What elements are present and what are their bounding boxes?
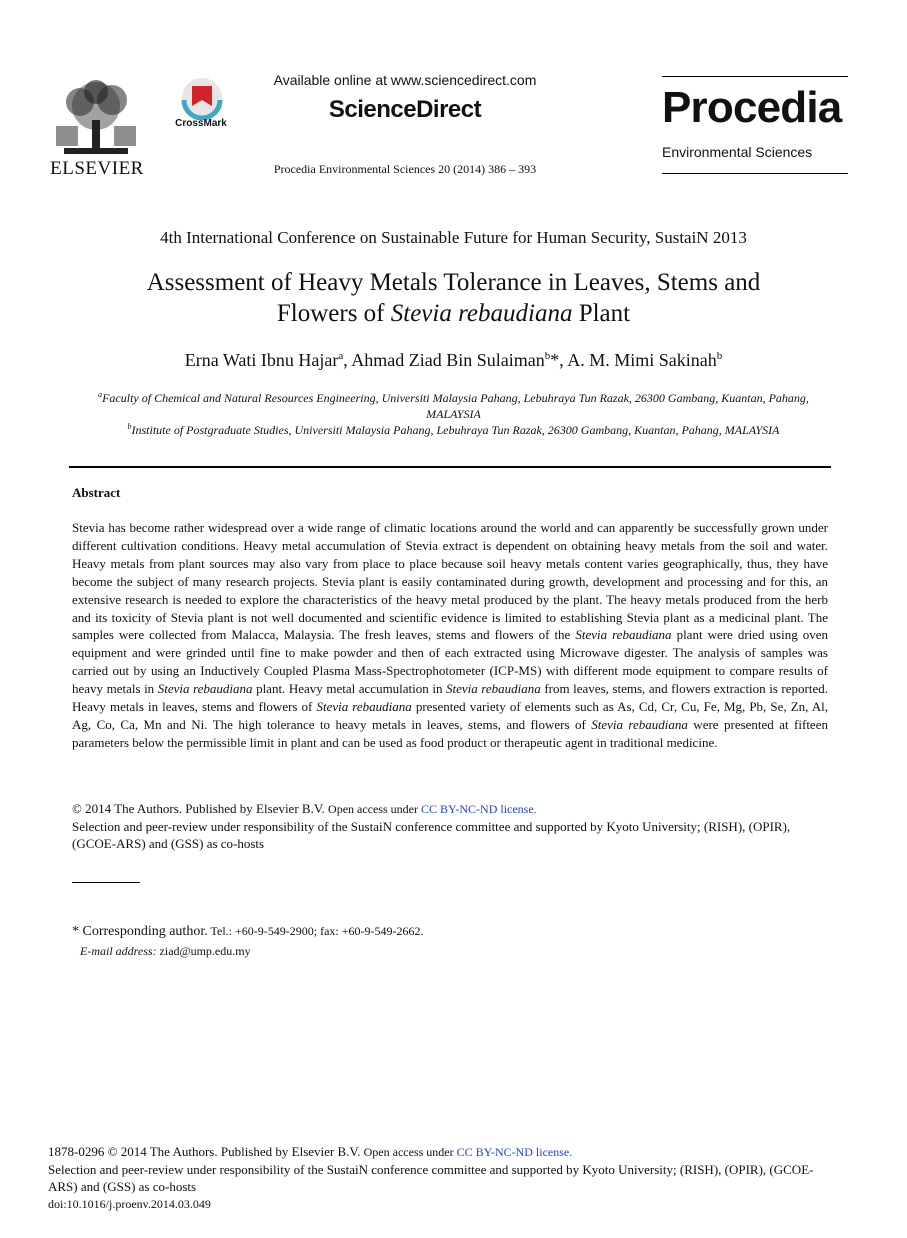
abstract-heading: Abstract bbox=[72, 485, 121, 500]
procedia-rule-top bbox=[662, 76, 848, 77]
email-address[interactable]: ziad@ump.edu.my bbox=[156, 944, 251, 958]
elsevier-wordmark: ELSEVIER bbox=[50, 158, 144, 179]
affiliation-mark: a bbox=[98, 390, 103, 399]
issn-line bbox=[48, 1143, 838, 1161]
author-name: Ahmad Ziad Bin Sulaiman bbox=[351, 350, 545, 370]
affiliation-mark: b bbox=[127, 422, 132, 431]
species-name: Stevia rebaudiana bbox=[591, 716, 688, 732]
license-link[interactable]: CC BY-NC-ND license. bbox=[456, 1145, 573, 1159]
species-name: Stevia rebaudiana bbox=[157, 681, 253, 697]
author-name: Erna Wati Ibnu Hajar bbox=[184, 350, 339, 370]
title-prefix: Flowers of bbox=[276, 300, 391, 327]
footer-peer-review: Selection and peer-review under responsibility of the SustaiN conference committee and supported by Kyoto University; (RISH), (OPIR), (GCOE-ARS) and (GSS) as co-hosts bbox=[48, 1162, 814, 1195]
corresponding-label: * Corresponding author. bbox=[72, 924, 208, 939]
abstract-text: were presented at fifteen parameters below the permissible limit in plant and can be used as food product or therapeutic agent in traditional medicine. bbox=[72, 716, 828, 750]
issn-footer bbox=[48, 1143, 838, 1213]
available-online-text[interactable]: Available online at www.sciencedirect.com bbox=[273, 72, 537, 88]
procedia-subtitle: Environmental Sciences bbox=[662, 144, 813, 160]
section-divider bbox=[69, 466, 831, 468]
open-access-text: Open access under bbox=[363, 1145, 457, 1159]
elsevier-tree-icon bbox=[50, 76, 142, 158]
title-suffix: Plant bbox=[572, 300, 631, 327]
open-access-text: Open access under bbox=[328, 802, 422, 816]
author-name: A. M. Mimi Sakinah bbox=[567, 350, 717, 370]
contact-numbers: Tel.: +60-9-549-2900; fax: +60-9-549-2662. bbox=[207, 924, 424, 938]
affiliation-b bbox=[80, 419, 827, 438]
abstract-text: Stevia has become rather widespread over a wide range of climatic locations around the world and can apparently be successfully grown under different cultivation conditions. Heavy metal accumulation of Stevia extract is dependent on obtaining heavy metals from the soil and water. Heavy metals from plant sources may also vary from place to place because soil heavy metals content varies geographically, thus, they have become the subject of many research projects. Stevia plant is easily contaminated during growth, development and processing and for this, an extensive research is needed to explore the characteristics of the heavy metal produced by the plant. The heavy metals produced from the herb and its toxicity of Stevia plant is not well documented and scientific evidence is limited to establishing Stevia plant as a medicinal plant. The samples were collected from Malacca, Malaysia. The fresh leaves, stems and flowers of the bbox=[72, 520, 828, 643]
abstract-text: plant were dried using oven equipment and were grinded until fine to make powder and then of each extracted using Microwave digester. The analysis of samples was carried out by using an Inductively Coupled Plasma Mass-Spectrophotometer (ICP-MS) with different mode equipment to compare results of heavy metals in bbox=[72, 627, 828, 697]
journal-citation: Procedia Environmental Sciences 20 (2014) 386 – 393 bbox=[273, 162, 537, 176]
copyright-line bbox=[72, 801, 537, 817]
affiliation-a bbox=[80, 387, 827, 422]
paper-title-line-2 bbox=[0, 299, 907, 329]
license-link[interactable]: CC BY-NC-ND license. bbox=[421, 802, 537, 816]
doi[interactable]: doi:10.1016/j.proenv.2014.03.049 bbox=[48, 1196, 211, 1211]
elsevier-logo bbox=[50, 76, 144, 179]
copyright-text: © 2014 The Authors. Published by Elsevier B.V. bbox=[72, 801, 329, 816]
title-species: Stevia rebaudiana bbox=[390, 300, 573, 327]
conference-name: 4th International Conference on Sustainable Future for Human Security, SustaiN 2013 bbox=[160, 228, 747, 247]
species-name: Stevia rebaudiana bbox=[316, 699, 412, 715]
procedia-rule-bottom bbox=[662, 173, 848, 174]
abstract-text: presented variety of elements such as As, Cd, Cr, Cu, Fe, Mg, Pb, Se, Zn, Al, Ag, Co, Ca, Mn and Ni. The high tolerance to heavy metals in leaves, stems, and flowers of bbox=[72, 699, 828, 732]
affiliation-text: Faculty of Chemical and Natural Resources Engineering, Universiti Malaysia Pahang, Lebuhraya Tun Razak, 26300 Gambang, Kuantan, Pahang, MALAYSIA bbox=[102, 391, 809, 421]
crossmark-label: CrossMark bbox=[175, 118, 227, 129]
species-name: Stevia rebaudiana bbox=[446, 681, 541, 697]
abstract-text: from leaves, stems, and flowers extraction is reported. Heavy metals in leaves, stems and flowers of bbox=[72, 681, 828, 715]
author-affiliation-mark: b bbox=[716, 350, 723, 362]
sciencedirect-brand[interactable]: ScienceDirect bbox=[328, 96, 482, 123]
abstract-text: plant. Heavy metal accumulation in bbox=[252, 681, 446, 697]
paper-title-line-1: Assessment of Heavy Metals Tolerance in Leaves, Stems and bbox=[146, 269, 761, 296]
procedia-title: Procedia bbox=[662, 83, 842, 132]
author-separator: , bbox=[343, 350, 352, 370]
abstract-body bbox=[72, 519, 828, 752]
email-label: E-mail address: bbox=[80, 944, 157, 958]
email-line bbox=[80, 944, 251, 959]
affiliation-text: Institute of Postgraduate Studies, Universiti Malaysia Pahang, Lebuhraya Tun Razak, 26300 Gambang, Kuantan, Pahang, MALAYSIA bbox=[131, 423, 780, 437]
procedia-logo bbox=[662, 76, 848, 176]
issn-text: 1878-0296 © 2014 The Authors. Published by Elsevier B.V. bbox=[48, 1144, 364, 1159]
author-affiliation-mark: b bbox=[544, 350, 551, 362]
corresponding-author bbox=[72, 924, 424, 940]
peer-review-statement: Selection and peer-review under responsibility of the SustaiN conference committee and supported by Kyoto University; (RISH), (OPIR), (GCOE-ARS) and (GSS) as co-hosts bbox=[72, 819, 791, 851]
author-affiliation-mark: a bbox=[338, 350, 344, 362]
author-list bbox=[0, 350, 907, 371]
species-name: Stevia rebaudiana bbox=[575, 627, 672, 643]
author-separator: *, bbox=[550, 350, 568, 370]
footnote-divider bbox=[72, 882, 140, 883]
